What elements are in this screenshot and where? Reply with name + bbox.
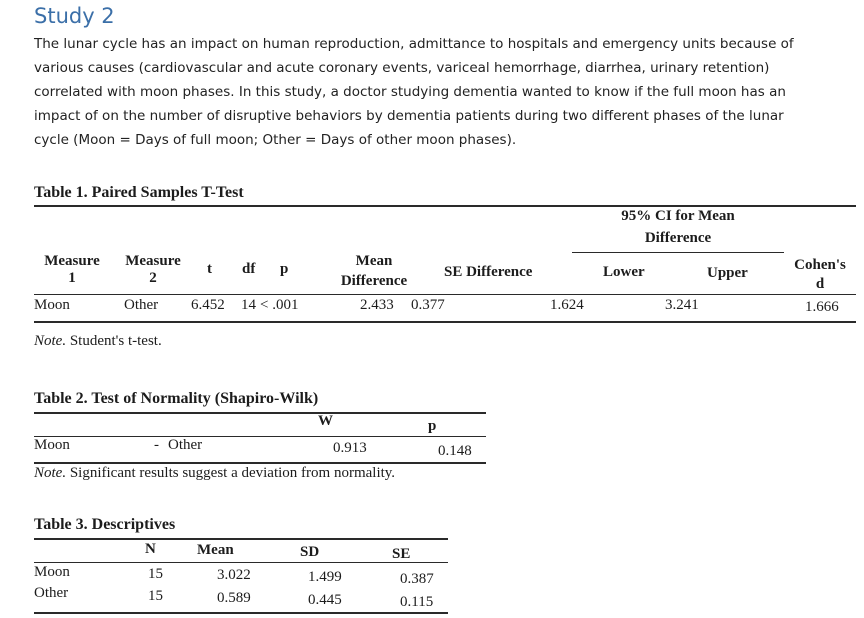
table1-note-text: Student's t-test.: [69, 333, 162, 349]
table3-row1-sd: 1.499: [308, 569, 342, 585]
table3-row1-se: 0.387: [400, 571, 434, 587]
table2-cell-p: 0.148: [438, 443, 472, 459]
table2-note-label: Note.: [34, 465, 67, 481]
table3-header-se: SE: [392, 546, 411, 562]
table1-cell-measure1: Moon: [34, 297, 70, 313]
table1-header-cohen: Cohen's: [794, 257, 846, 273]
table1-ci-header-line2: Difference: [644, 230, 712, 246]
table1-cell-t: 6.452: [191, 297, 225, 313]
table1-cell-df: 14: [241, 297, 256, 313]
table3-bottom-rule: [34, 612, 448, 614]
table1-header-measure2-num: 2: [149, 270, 157, 286]
table1-header-rule: [34, 294, 856, 295]
table1-ci-rule: [572, 252, 784, 253]
table1-header-measure1-num: 1: [68, 270, 76, 286]
table1-header-measure1: Measure: [44, 253, 100, 269]
table3-row2-mean: 0.589: [217, 590, 251, 606]
table1-header-p: p: [280, 261, 289, 277]
table2-top-rule: [34, 412, 486, 414]
table3-row2-n: 15: [148, 588, 163, 604]
table2-header-rule: [34, 436, 486, 437]
table1-bottom-rule: [34, 321, 856, 323]
study-title: Study 2: [34, 4, 115, 28]
table3-header-mean: Mean: [197, 542, 234, 558]
table1-header-lower: Lower: [603, 264, 645, 280]
table3-row2-sd: 0.445: [308, 592, 342, 608]
table1-cell-cohen-d: 1.666: [805, 299, 839, 315]
table2-bottom-rule: [34, 462, 486, 464]
table3-header-sd: SD: [300, 544, 320, 560]
table3-row1-label: Moon: [34, 564, 70, 580]
table2-header-p: p: [428, 418, 437, 434]
table3-row1-n: 15: [148, 566, 163, 582]
table1-top-rule: [34, 205, 856, 207]
table3-top-rule: [34, 538, 448, 540]
table1-note: [34, 333, 162, 350]
table1-ci-header-line1: 95% CI for Mean: [621, 208, 735, 224]
table2-note: [34, 465, 395, 482]
table2-note-text: Significant results suggest a deviation from normality.: [69, 465, 396, 481]
table2-title: Table 2. Test of Normality (Shapiro-Wilk): [34, 390, 319, 407]
table1-header-mean-diff-2: Difference: [340, 273, 408, 289]
table1-cell-upper: 3.241: [665, 297, 699, 313]
table1-cell-se-diff: 0.377: [411, 297, 445, 313]
table1-header-t: t: [207, 261, 212, 277]
table2-cell-dash: -: [154, 437, 159, 453]
study-intro-paragraph: The lunar cycle has an impact on human reproduction, admittance to hospitals and emergency units because of various causes (cardiovascular and acute coronary events, variceal hemorrhage, diarrhea, urinary retention) correlated with moon phases. In this study, a doctor studying dementia wanted to know if the full moon has an impact of on the number of disruptive behaviors by dementia patients during two different phases of the lunar cycle (Moon = Days of full moon; Other = Days of other moon phases).: [34, 36, 794, 148]
table1-header-df: df: [242, 261, 256, 277]
table3-row1-mean: 3.022: [217, 567, 251, 583]
table1-cell-measure2: Other: [124, 297, 159, 313]
table1-note-label: Note.: [34, 333, 67, 349]
table1-header-measure2: Measure: [125, 253, 181, 269]
table3-row2-se: 0.115: [400, 594, 434, 610]
table3-row2-label: Other: [34, 585, 69, 601]
table2-cell-measure2: Other: [168, 437, 203, 453]
table1-header-cohen-d: d: [815, 276, 825, 292]
table1-title: Table 1. Paired Samples T-Test: [34, 184, 244, 201]
table1-cell-lower: 1.624: [550, 297, 584, 313]
table1-header-se-diff: SE Difference: [444, 264, 533, 280]
table3-header-n: N: [145, 541, 156, 557]
table1-header-mean-diff: Mean: [355, 253, 393, 269]
table2-cell-w: 0.913: [333, 440, 367, 456]
table1-header-upper: Upper: [707, 265, 748, 281]
table1-cell-mean-diff: 2.433: [360, 297, 394, 313]
table3-header-rule: [34, 562, 448, 563]
table1-cell-p: < .001: [260, 297, 299, 313]
table2-header-w: W: [318, 413, 333, 429]
table2-cell-measure1: Moon: [34, 437, 70, 453]
table3-title: Table 3. Descriptives: [34, 516, 176, 533]
